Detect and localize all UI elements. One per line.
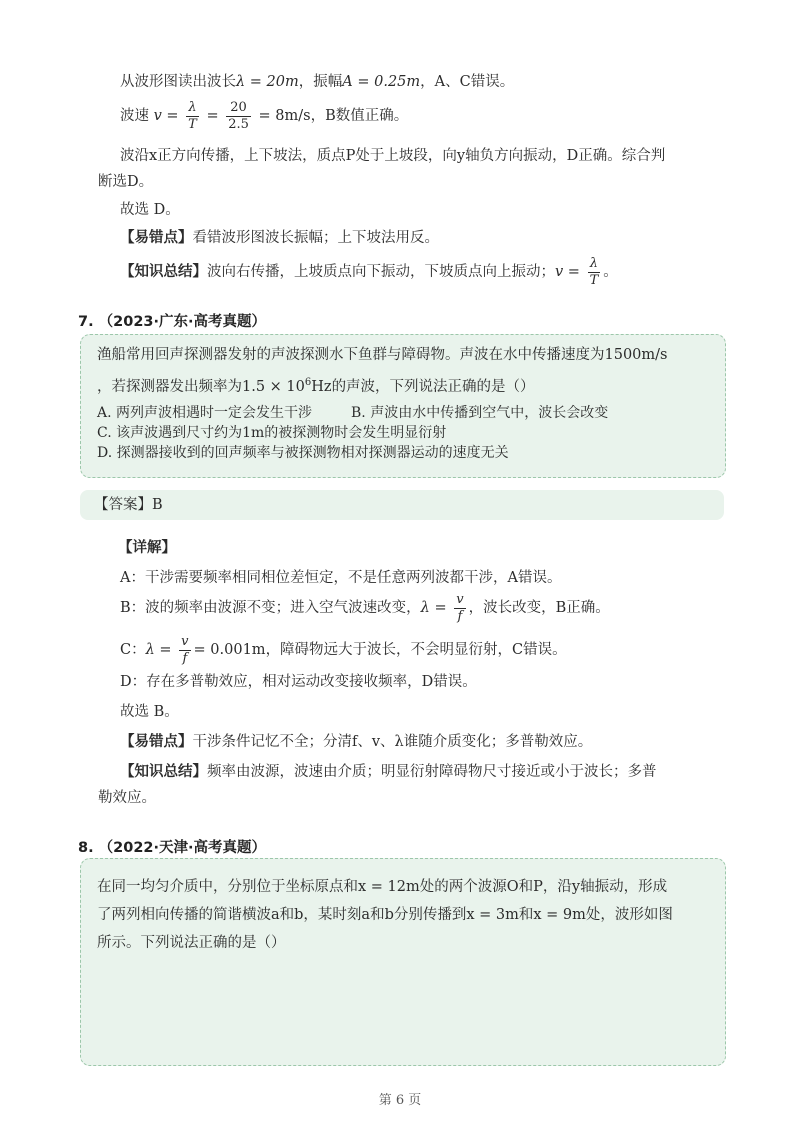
page-number: 第 6 页	[378, 1093, 422, 1108]
question-8-box	[80, 858, 726, 1066]
q7-stem-1: 渔船常用回声探测器发射的声波探测水下鱼群与障碍物。声波在水中传播速度为1500m/s	[97, 347, 668, 363]
question-8-header: 8. （2022·天津·高考真题）	[78, 840, 267, 856]
prev-error-point: 【易错点】看错波形图波长振幅；上下坡法用反。	[120, 229, 439, 246]
prev-line-2: 波速 v = $\frac{\lambda}{T}$ = $\frac{20}{2.5}$ = 8m/s，B数值正确。	[120, 99, 409, 132]
q7-option-d: D. 探测器接收到的回声频率与被探测物相对探测器运动的速度无关	[97, 445, 509, 461]
q8-stem-3: 所示。下列说法正确的是（）	[97, 935, 286, 951]
prev-line-4: 断选D。	[98, 174, 154, 190]
prev-line-1: 从波形图读出波长λ = 20m，振幅A = 0.25m，A、C错误。	[120, 74, 515, 90]
fraction: $\frac{20}{2.5}$	[228, 99, 249, 132]
q7-summary-2: 勒效应。	[98, 790, 156, 806]
q7-option-b: B. 声波由水中传播到空气中，波长会改变	[351, 405, 609, 421]
q7-answer: 【答案】B	[94, 497, 163, 513]
fraction: $\frac{v}{f}$	[181, 633, 189, 666]
q7-answer-box	[80, 490, 724, 520]
question-7-header: 7. （2023·广东·高考真题）	[78, 314, 267, 330]
fraction: $\frac{v}{f}$	[456, 591, 464, 624]
q7-summary-1: 【知识总结】频率由波源，波速由介质；明显衍射障碍物尺寸接近或小于波长；多普	[120, 763, 657, 780]
question-7-box	[80, 334, 726, 478]
prev-summary: 【知识总结】波向右传播，上坡质点向下振动，下坡质点向上振动；v = $\frac{\lambda}{T}$ 。	[120, 255, 618, 288]
q7-option-c: C. 该声波遇到尺寸约为1m的被探测物时会发生明显衍射	[97, 425, 447, 441]
q8-stem-2: 了两列相向传播的简谐横波a和b，某时刻a和b分别传播到x = 3m和x = 9m处，波形如图	[97, 907, 673, 923]
prev-line-3: 波沿x正方向传播，上下坡法，质点P处于上坡段，向y轴负方向振动，D正确。综合判	[120, 148, 666, 164]
q7-detail-a: A：干涉需要频率相同相位差恒定，不是任意两列波都干涉，A错误。	[120, 570, 562, 586]
fraction: $\frac{\lambda}{T}$	[188, 99, 197, 132]
q7-detail-tag: 【详解】	[118, 539, 176, 556]
q7-error-point: 【易错点】干涉条件记忆不全；分清f、v、λ谁随介质变化；多普勒效应。	[120, 733, 593, 750]
fraction: $\frac{\lambda}{T}$	[589, 255, 599, 288]
q7-detail-c: C：λ = $\frac{v}{f}$ = 0.001m，障碍物远大于波长，不会明显衍射，C错误。	[120, 633, 567, 666]
q7-detail-d: D：存在多普勒效应，相对运动改变接收频率，D错误。	[120, 674, 477, 690]
q7-option-a: A. 两列声波相遇时一定会发生干涉	[97, 405, 313, 421]
q8-stem-1: 在同一均匀介质中，分别位于坐标原点和x = 12m处的两个波源O和P，沿y轴振动，形成	[97, 879, 668, 895]
prev-line-5: 故选 D。	[120, 202, 180, 218]
q7-detail-b: B：波的频率由波源不变；进入空气波速改变，λ = $\frac{v}{f}$ ，波长改变，B正确。	[120, 591, 610, 624]
q7-stem-2: ，若探测器发出频率为$1.5 \times 10^6Hz$的声波，下列说法正确的是（）	[97, 377, 535, 395]
q7-choice: 故选 B。	[120, 704, 179, 720]
